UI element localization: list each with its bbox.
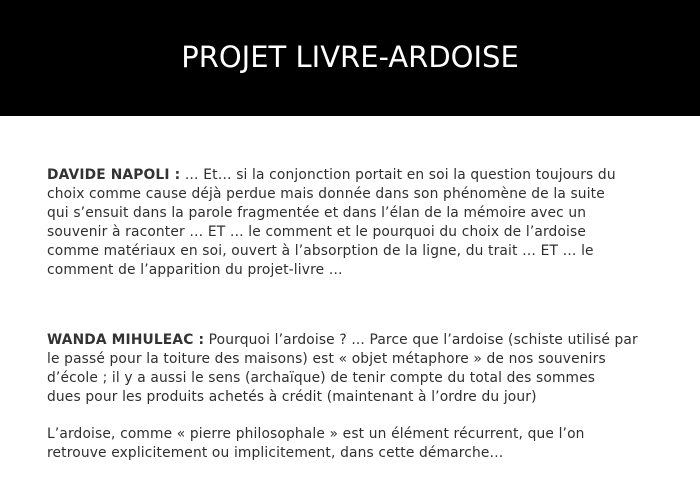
page-title: PROJET LIVRE-ARDOISE	[181, 40, 519, 74]
paragraph-spacer	[47, 407, 677, 425]
text-line	[47, 166, 677, 185]
paragraph-davide-napoli	[47, 166, 677, 280]
text-line: L’ardoise, comme « pierre philosophale » est un élément récurrent, que l’on	[47, 426, 585, 442]
text-line: retrouve explicitement ou implicitement, dans cette démarche…	[47, 445, 504, 461]
text-line: dues pour les produits achetés à crédit (maintenant à l’ordre du jour)	[47, 389, 537, 405]
text-line: comme matériaux en soi, ouvert à l’absorption de la ligne, du trait … ET … le	[47, 243, 594, 259]
paragraph-closing	[47, 425, 677, 463]
text-line-content: … Et… si la conjonction portait en soi la question toujours du	[184, 167, 616, 183]
text-line: souvenir à raconter … ET … le comment et le pourquoi du choix de l’ardoise	[47, 224, 587, 240]
paragraph-wanda-mihuleac	[47, 331, 677, 407]
paragraph-spacer	[47, 280, 677, 331]
speaker-name: DAVIDE NAPOLI :	[47, 167, 181, 183]
text-line: d’école ; il y a aussi le sens (archaïque) de tenir compte du total des sommes	[47, 370, 596, 386]
header-bar	[0, 0, 700, 116]
text-line-content: Pourquoi l’ardoise ? ... Parce que l’ardoise (schiste utilisé par	[208, 332, 638, 348]
text-line: le passé pour la toiture des maisons) est « objet métaphore » de nos souvenirs	[47, 351, 606, 367]
speaker-name: WANDA MIHULEAC :	[47, 332, 205, 348]
text-line: qui s’ensuit dans la parole fragmentée et dans l’élan de la mémoire avec un	[47, 205, 587, 221]
article-body	[47, 166, 677, 463]
text-line	[47, 331, 677, 350]
text-line: comment de l’apparition du projet-livre …	[47, 262, 343, 278]
text-line: choix comme cause déjà perdue mais donnée dans son phénomène de la suite	[47, 186, 605, 202]
